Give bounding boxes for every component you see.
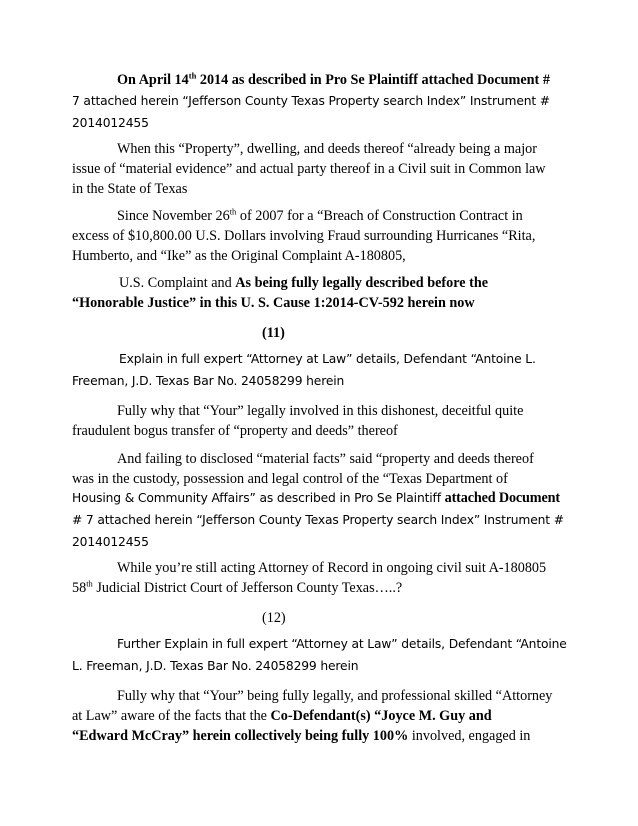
paragraph-5-line-1	[72, 348, 568, 370]
p9-text-a: Further Explain in full expert “Attorney at Law” details, Defendant “Antoine	[117, 637, 567, 651]
paragraph-1-line-3: 2014012455	[72, 116, 149, 130]
paragraph-9-line-2: L. Freeman, J.D. Texas Bar No. 24058299 herein	[72, 659, 359, 673]
paragraph-9-line-1	[72, 633, 568, 655]
p2-text-a: When this “Property”, dwelling, and deeds thereof “already being a major	[117, 141, 537, 157]
paragraph-7-line-4: # 7 attached herein “Jefferson County Texas Property search Index” Instrument #	[72, 513, 564, 527]
paragraph-8-line-2	[72, 578, 568, 598]
p8-text-a: While you’re still acting Attorney of Record in ongoing civil suit A-180805	[117, 560, 547, 576]
p1-text-b: 2014 as described in Pro Se Plaintiff attached Document #	[196, 72, 550, 88]
p4-text-b: As being fully legally described before the	[235, 275, 489, 291]
paragraph-3-line-1	[72, 206, 568, 226]
p7-text-c-bold: attached Document	[444, 490, 560, 506]
paragraph-7-line-5: 2014012455	[72, 535, 149, 549]
p7-text-c: Housing & Community Affairs” as described in Pro Se Plaintiff	[72, 491, 445, 505]
paragraph-1-line-2: 7 attached herein “Jefferson County Texas Property search Index” Instrument #	[72, 94, 550, 108]
paragraph-4-line-1	[72, 273, 568, 293]
paragraph-2-line-3: in the State of Texas	[72, 181, 188, 197]
p10-text-a: Fully why that “Your” being fully legally, and professional skilled “Attorney	[117, 688, 553, 704]
p7-text-a: And failing to disclosed “material facts” said “property and deeds thereof	[117, 451, 534, 467]
paragraph-8-line-1	[72, 558, 568, 578]
p3-text-b: of 2007 for a “Breach of Construction Contract in	[236, 208, 523, 224]
paragraph-10-line-2	[72, 706, 568, 726]
p3-sup: th	[229, 206, 237, 217]
p10-text-b1: at Law” aware of the facts that the	[72, 708, 271, 724]
p8-sup: th	[86, 578, 93, 589]
paragraph-7-line-3	[72, 487, 568, 509]
paragraph-10-line-3	[72, 726, 568, 746]
p6-text-a: Fully why that “Your” legally involved in this dishonest, deceitful quite	[117, 403, 524, 419]
p4-text-a: U.S. Complaint and	[119, 275, 236, 291]
p10-text-c2: involved, engaged in	[408, 728, 531, 744]
p5-text-a: Explain in full expert “Attorney at Law” details, Defendant “Antoine L.	[119, 352, 536, 366]
paragraph-6-line-1	[72, 401, 568, 421]
paragraph-7-line-2: was in the custody, possession and legal control of the “Texas Department of	[72, 471, 508, 487]
paragraph-6-line-2: fraudulent bogus transfer of “property and deeds” thereof	[72, 423, 398, 439]
paragraph-4-line-2: “Honorable Justice” in this U. S. Cause 1:2014-CV-592 herein now	[72, 295, 475, 311]
p8-text-b2: Judicial District Court of Jefferson County Texas…..?	[92, 580, 403, 596]
item-number-12: (12)	[262, 610, 286, 626]
paragraph-3-line-3: Humberto, and “Ike” as the Original Complaint A-180805,	[72, 248, 406, 264]
paragraph-2-line-1	[72, 139, 568, 159]
p1-sup: th	[188, 70, 197, 81]
p10-text-b2: Co-Defendant(s) “Joyce M. Guy and	[270, 708, 492, 724]
paragraph-3-line-2: excess of $10,800.00 U.S. Dollars involving Fraud surrounding Hurricanes “Rita,	[72, 228, 536, 244]
p8-text-b1: 58	[72, 580, 87, 596]
p1-text-a: On April 14	[117, 72, 189, 88]
paragraph-1-line-1	[72, 70, 568, 90]
paragraph-7-line-1	[72, 449, 568, 469]
paragraph-2-line-2: issue of “material evidence” and actual party thereof in a Civil suit in Common law	[72, 161, 546, 177]
paragraph-5-line-2: Freeman, J.D. Texas Bar No. 24058299 herein	[72, 374, 345, 388]
p3-text-a: Since November 26	[117, 208, 230, 224]
paragraph-10-line-1	[72, 686, 568, 706]
p10-text-c1: “Edward McCray” herein collectively being fully 100%	[72, 728, 409, 744]
item-number-11: (11)	[262, 325, 285, 341]
